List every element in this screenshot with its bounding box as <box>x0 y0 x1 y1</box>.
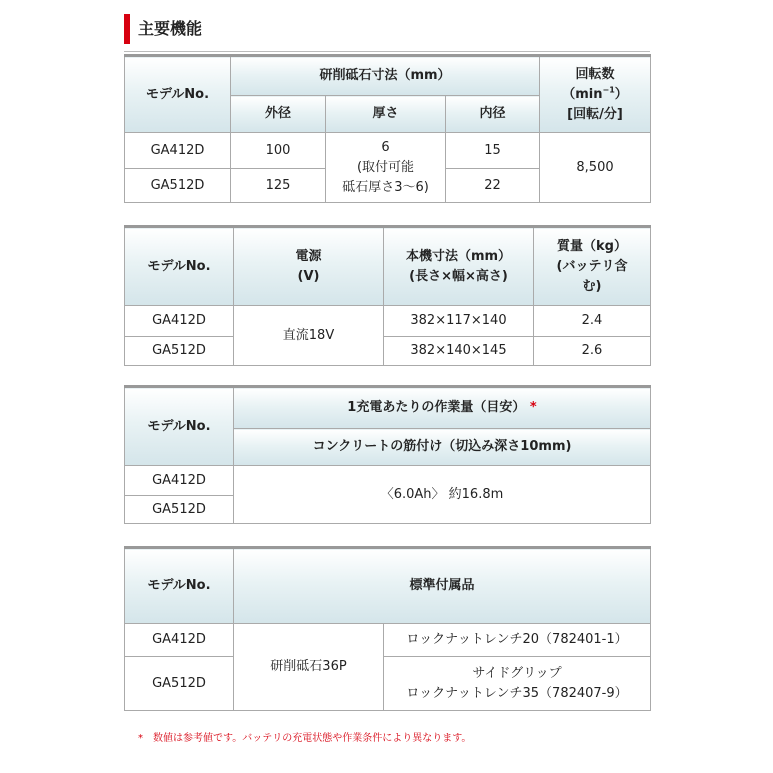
work-amount-cell: 〈6.0Ah〉 約16.8m <box>234 466 651 524</box>
dimension-cell: 382×140×145 <box>384 337 534 366</box>
model-header: モデルNo. <box>125 56 231 133</box>
model-header: モデルNo. <box>125 387 234 466</box>
model-cell: GA512D <box>125 169 231 203</box>
outer-diameter-cell: 100 <box>231 133 326 169</box>
power-cell: 直流18V <box>234 306 384 366</box>
table-row <box>125 337 651 366</box>
dimension-header <box>384 227 534 306</box>
model-cell: GA512D <box>125 657 234 711</box>
model-cell: GA412D <box>125 466 234 496</box>
rotation-speed-header <box>540 56 651 133</box>
thickness-line1: 6 <box>381 139 390 155</box>
weight-header <box>534 227 651 306</box>
footnote-asterisk: * <box>138 733 143 744</box>
section-title: 主要機能 <box>138 19 203 38</box>
model-cell: GA512D <box>125 496 234 524</box>
standard-accessories-header: 標準付属品 <box>234 548 651 624</box>
table-row <box>125 624 651 657</box>
rotation-unit-open: （min <box>562 86 603 102</box>
rotation-speed-header-line1: 回転数 <box>575 66 615 82</box>
model-cell: GA412D <box>125 133 231 169</box>
accessory-line2: ロックナットレンチ35（782407-9） <box>406 685 628 701</box>
rotation-speed-header-line3: [回転/分] <box>567 106 623 122</box>
weight-cell: 2.4 <box>534 306 651 337</box>
thickness-cell <box>326 133 446 203</box>
rotation-unit-close: ） <box>614 86 628 102</box>
thickness-header: 厚さ <box>326 96 446 133</box>
weight-cell: 2.6 <box>534 337 651 366</box>
model-cell: GA412D <box>125 306 234 337</box>
model-header: モデルNo. <box>125 548 234 624</box>
model-cell: GA412D <box>125 624 234 657</box>
asterisk-mark: * <box>529 400 537 415</box>
dimension-cell: 382×117×140 <box>384 306 534 337</box>
weight-header-line3: む) <box>582 278 602 294</box>
rotation-speed-cell: 8,500 <box>540 133 651 203</box>
section-title-accent-bar <box>124 14 130 44</box>
power-dimension-table <box>124 225 651 366</box>
rotation-unit-exponent: −1 <box>602 85 615 95</box>
dimension-header-line1: 本機寸法（mm） <box>405 248 512 264</box>
rotation-speed-header-line2 <box>540 85 650 105</box>
common-accessory-cell: 研削砥石36P <box>234 624 384 711</box>
thickness-line3: 砥石厚さ3～6) <box>342 179 429 195</box>
grinding-wheel-spec-table <box>124 54 651 203</box>
inner-diameter-header: 内径 <box>446 96 540 133</box>
section-title-divider <box>124 51 650 52</box>
power-header-line1: 電源 <box>295 248 322 264</box>
table-row <box>125 306 651 337</box>
inner-diameter-cell: 15 <box>446 133 540 169</box>
weight-header-line1: 質量（kg） <box>557 238 627 254</box>
inner-diameter-cell: 22 <box>446 169 540 203</box>
footnote-text: 数値は参考値です。バッテリの充電状態や作業条件により異なります。 <box>153 733 472 744</box>
thickness-line2: (取付可能 <box>356 159 415 175</box>
work-per-charge-header-text: 1充電あたりの作業量（目安） <box>347 400 526 415</box>
table-row <box>125 466 651 496</box>
model-cell: GA512D <box>125 337 234 366</box>
outer-diameter-header: 外径 <box>231 96 326 133</box>
table-row <box>125 657 651 711</box>
work-per-charge-table <box>124 385 651 524</box>
weight-header-line2: (バッテリ含 <box>556 258 628 274</box>
standard-accessories-table <box>124 546 651 711</box>
accessory-cell <box>384 657 651 711</box>
accessory-line1: サイドグリップ <box>472 665 562 681</box>
table-row <box>125 133 651 169</box>
power-header <box>234 227 384 306</box>
wheel-size-header: 研削砥石寸法（mm） <box>231 56 540 96</box>
outer-diameter-cell: 125 <box>231 169 326 203</box>
concrete-grooving-header: コンクリートの筋付け（切込み深さ10mm) <box>234 429 651 466</box>
footnote <box>138 731 471 747</box>
power-header-line2: (V) <box>297 268 320 284</box>
work-per-charge-header <box>234 387 651 429</box>
model-header: モデルNo. <box>125 227 234 306</box>
accessory-cell: ロックナットレンチ20（782401-1） <box>384 624 651 657</box>
dimension-header-line2: (長さ×幅×高さ) <box>409 268 508 284</box>
